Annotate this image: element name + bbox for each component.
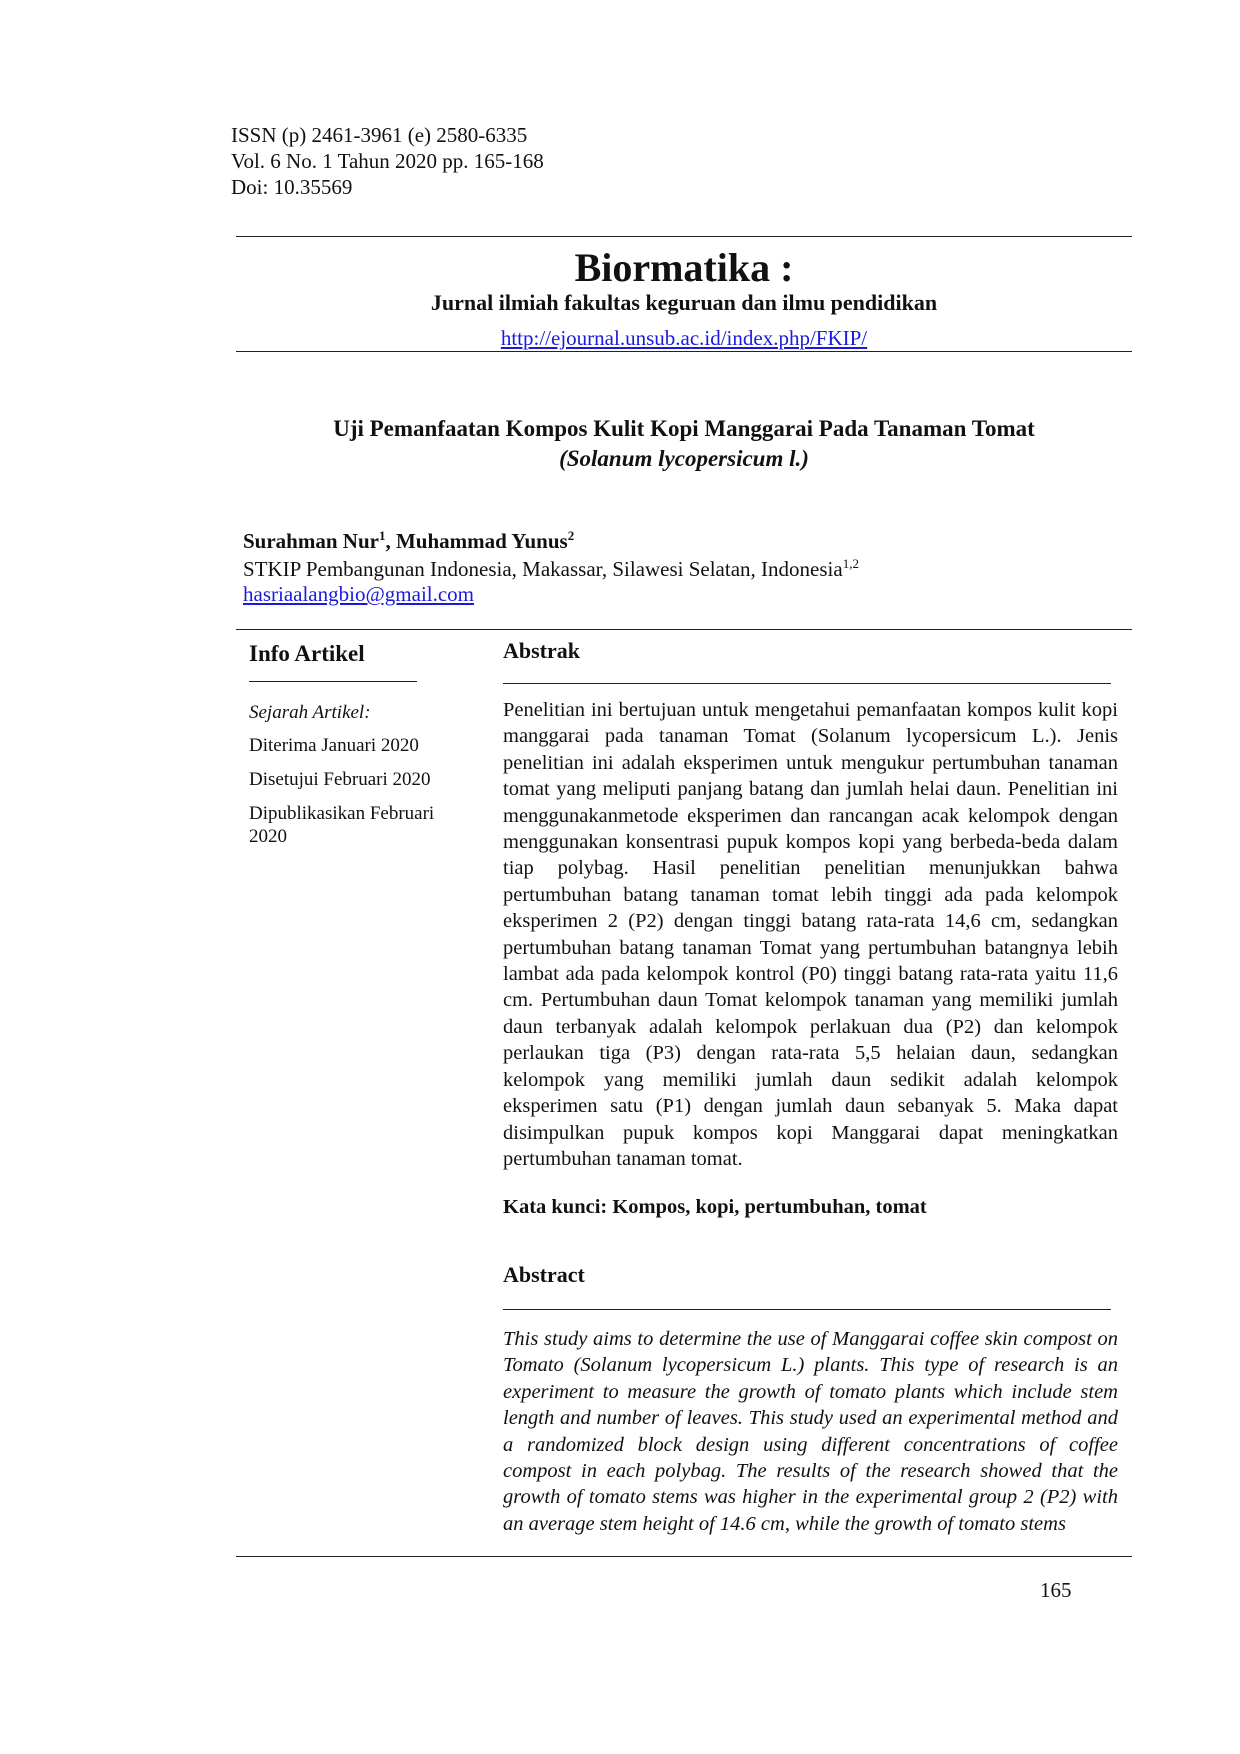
paper-title [236,414,1132,474]
header-rule-bottom [236,351,1132,352]
issn-line: ISSN (p) 2461-3961 (e) 2580-6335 [231,123,528,147]
info-heading: Info Artikel [249,641,365,666]
abstract-body: This study aims to determine the use of Manggarai coffee skin compost on Tomato (Solanum lycopersicum L.) plants. This type of research is an experiment to measure the growth of tomato plants which include stem length and number of leaves. This study used an experimental method and a randomized block design using different concentrations of coffee compost in each polybag. The results of the research showed that the growth of tomato stems was higher in the experimental group 2 (P2) with an average stem height of 14.6 cm, while the growth of tomato stems [503,1328,1118,1535]
paper-title-line2: (Solanum lycopersicum l.) [559,446,809,471]
author-name: Surahman Nur [243,529,379,553]
history-label: Sejarah Artikel: [249,702,371,723]
published-date-line2: 2020 [249,826,287,847]
affiliation [243,556,859,582]
footer-rule [236,1556,1132,1557]
journal-url-link[interactable]: http://ejournal.unsub.ac.id/index.php/FKIP/ [500,326,868,350]
keywords: Kata kunci: Kompos, kopi, pertumbuhan, tomat [503,1196,927,1218]
received-date: Diterima Januari 2020 [249,735,419,756]
header-rule-top [236,236,1132,237]
abstrak-body: Penelitian ini bertujuan untuk mengetahui pemanfaatan kompos kulit kopi manggarai pada tanaman Tomat (Solanum lycopersicum L.). Jenis penelitian ini adalah eksperimen untuk mengukur pertumbuhan tanaman tomat yang meliputi panjang batang dan jumlah helai daun. Penelitian ini menggunakanmetode eksperimen dan rancangan acak kelompok dengan menggunakan konsentrasi pupuk kompos kopi yang berbeda-beda dalam tiap polybag. Hasil penelitian penelitian menunjukkan bahwa pertumbuhan batang tanaman tomat lebih tinggi ada pada kelompok eksperimen 2 (P2) dengan tinggi batang rata-rata 14,6 cm, sedangkan pertumbuhan batang tanaman Tomat yang pertumbuhan batangnya lebih lambat ada pada kelompok kontrol (P0) tinggi batang rata-rata yaitu 11,6 cm. Pertumbuhan daun Tomat kelompok tanaman yang memiliki jumlah daun terbanyak adalah kelompok perlakuan dua (P2) dan kelompok perlaukan tiga (P3) dengan rata-rata 5,5 helaian daun, sedangkan kelompok yang memiliki jumlah daun sedikit adalah kelompok eksperimen satu (P1) dengan jumlah daun sebanyak 5. Maka dapat disimpulkan pupuk kompos kopi Manggarai dapat meningkatkan pertumbuhan tanaman tomat. [503,699,1118,1170]
abstract-body-clip [503,1326,1118,1555]
journal-title: Biormatika : [574,245,794,290]
section-rule [236,629,1132,630]
abstract-heading-rule [503,1309,1111,1310]
abstract-heading: Abstract [503,1262,585,1287]
abstrak-heading-rule [503,683,1111,684]
volume-line: Vol. 6 No. 1 Tahun 2020 pp. 165-168 [231,149,544,173]
abstrak-heading: Abstrak [503,638,581,663]
author-email-link[interactable]: hasriaalangbio@gmail.com [243,582,475,606]
affiliation-text: STKIP Pembangunan Indonesia, Makassar, Silawesi Selatan, Indonesia [243,557,843,581]
affiliation-marker: 1,2 [842,556,859,571]
paper-title-line1: Uji Pemanfaatan Kompos Kulit Kopi Manggarai Pada Tanaman Tomat [333,416,1035,441]
journal-meta [231,122,544,200]
doi-line: Doi: 10.35569 [231,175,353,199]
info-heading-rule [249,681,417,682]
page-number: 165 [1040,1578,1072,1602]
author-affiliation-marker: 1 [378,528,386,543]
published-date [249,802,464,848]
journal-subtitle: Jurnal ilmiah fakultas keguruan dan ilmu pendidikan [430,290,938,315]
approved-date: Disetujui Februari 2020 [249,769,431,790]
author-list [243,528,574,554]
author-affiliation-marker: 2 [567,528,575,543]
published-date-line1: Dipublikasikan Februari [249,803,435,824]
author-name: , Muhammad Yunus [385,529,568,553]
